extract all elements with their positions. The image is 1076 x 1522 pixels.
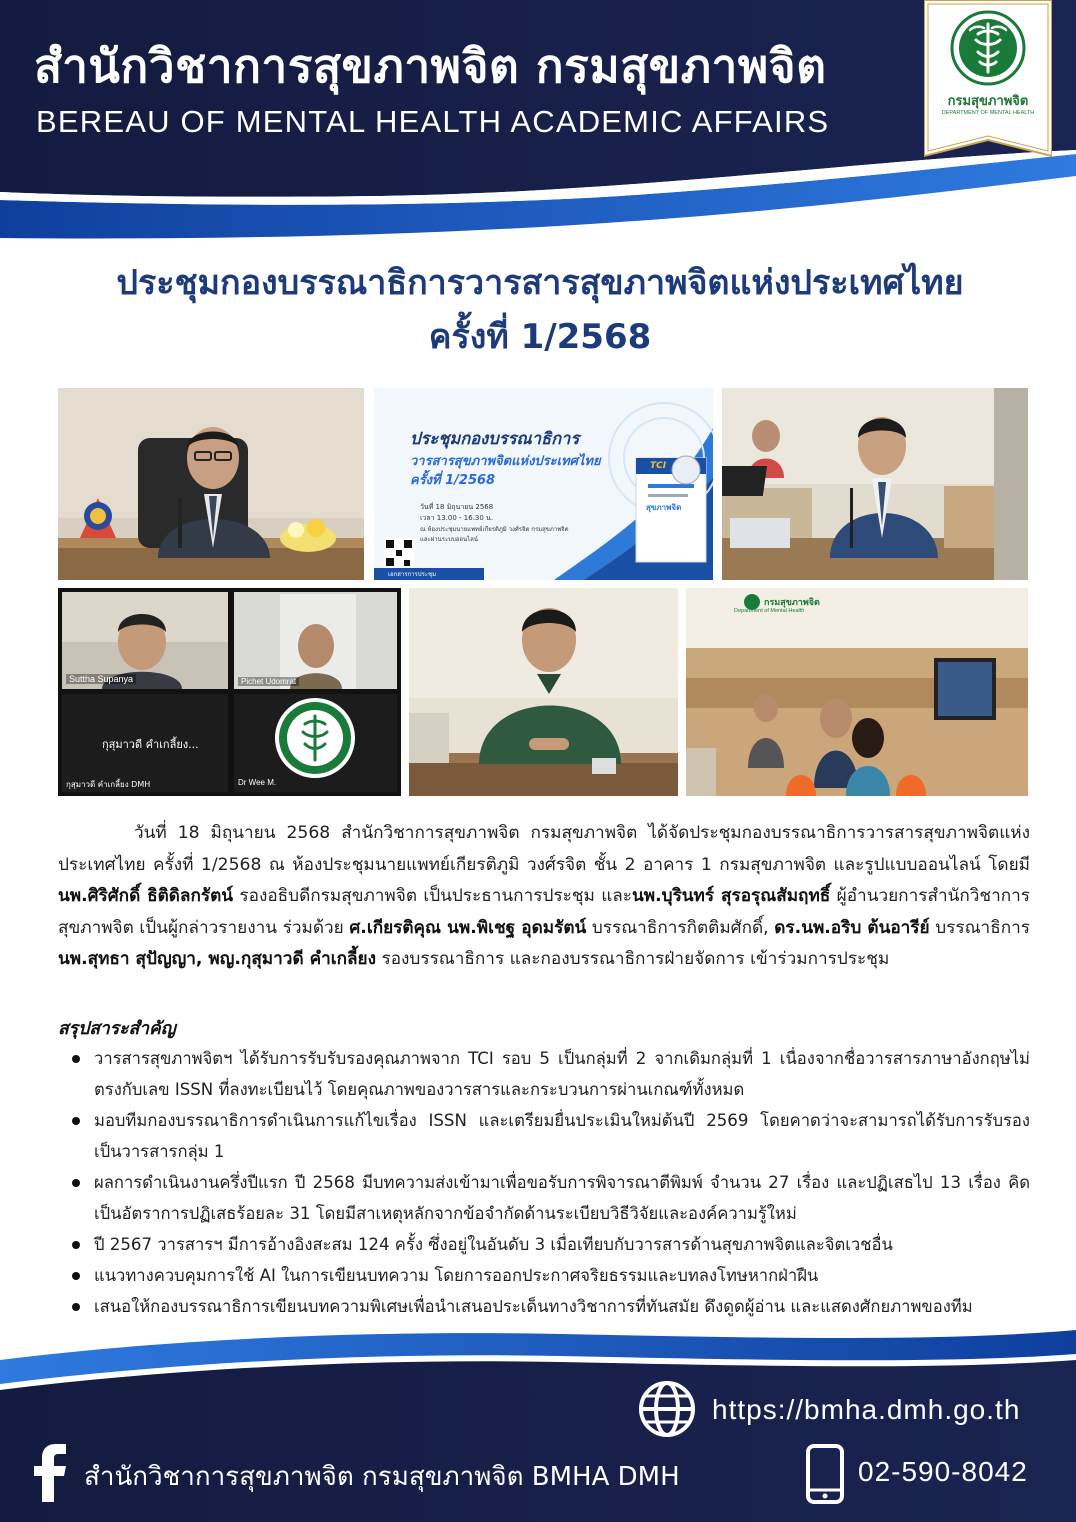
summary-heading: สรุปสาระสำคัญ <box>58 1019 176 1039</box>
body-text-3: ผู้อำนวยการสำนักวิชาการสุขภาพจิต เป็นผู้กล่าวรายงาน ร่วมด้วย <box>58 886 1031 938</box>
deputy-editor-names: นพ.สุทธา สุปัญญา, พญ.กุสุมาวดี คำเกลี้ยง <box>58 949 377 970</box>
chairman-name: นพ.ศิริศักดิ์ ธิติดิลกรัตน์ <box>58 886 234 907</box>
header-title-english: BEREAU OF MENTAL HEALTH ACADEMIC AFFAIRS <box>36 104 830 139</box>
photo-meeting-room <box>686 588 1028 796</box>
title-line-2: ครั้งที่ 1/2568 <box>428 317 652 357</box>
summary-item: ผลการดำเนินงานครึ่งปีแรก ปี 2568 มีบทความส่งเข้ามาเพื่อขอรับการพิจารณาตีพิมพ์ จำนวน 27 เรื่อง และปฏิเสธไป 13 เรื่อง คิดเป็นอัตราการปฏิเสธร้อยละ 31 โดยมีสาเหตุหลักจากข้อจำกัดด้านระเบียบวิธีวิจัยและองค์ความรู้ใหม่ <box>58 1167 1030 1229</box>
summary-item: วารสารสุขภาพจิตฯ ได้รับการรับรับรองคุณภาพจาก TCI รอบ 5 เป็นกลุ่มที่ 2 จากเดิมกลุ่มที่ 1 เนื่องจากชื่อวารสารภาษาอังกฤษไม่ตรงกับเลข ISSN ที่ลงทะเบียนไว้ โดยคุณภาพของวารสารและกระบวนการผ่านเกณฑ์ทั้งหมด <box>58 1043 1030 1105</box>
poster-tci-badge: TCI <box>650 461 667 471</box>
facebook-icon <box>32 1444 68 1502</box>
document-title <box>40 256 1040 364</box>
summary-list <box>58 1043 1030 1322</box>
zoom-name-4: Dr Wee M. <box>238 778 277 787</box>
photo-chairman <box>58 388 364 580</box>
photo-director <box>722 388 1028 580</box>
summary-item: มอบทีมกองบรรณาธิการดำเนินการแก้ไขเรื่อง ISSN และเตรียมยื่นประเมินใหม่ต้นปี 2569 โดยคาดว่าจะสามารถได้รับการรับรองเป็นวารสารกลุ่ม 1 <box>58 1105 1030 1167</box>
honorary-editor-name: ศ.เกียรติคุณ นพ.พิเชฐ อุดมรัตน์ <box>349 917 587 938</box>
poster-subtitle: วารสารสุขภาพจิตแห่งประเทศไทย <box>410 454 601 469</box>
body-text-1: วันที่ 18 มิถุนายน 2568 สำนักวิชาการสุขภาพจิต กรมสุขภาพจิต ได้จัดประชุมกองบรรณาธิการวารสารสุขภาพจิตแห่งประเทศไทย ครั้งที่ 1/2568 ณ ห้องประชุมนายแพทย์เกียรติภูมิ วงศ์รจิต ชั้น 2 อาคาร 1 กรมสุขภาพจิต และรูปแบบออนไลน์ โดยมี <box>58 823 1030 875</box>
department-logo <box>924 0 1052 160</box>
globe-icon <box>638 1380 696 1438</box>
zoom-name-3: กุสุมาวดี คำเกลี้ยง DMH <box>66 780 151 789</box>
phone-number[interactable]: 02-590-8042 <box>858 1456 1028 1487</box>
poster-journal-cover: สุขภาพจิต <box>646 503 682 512</box>
body-paragraph <box>58 818 1030 976</box>
body-text-2: รองอธิบดีกรมสุขภาพจิต เป็นประธานการประชุม และ <box>233 886 633 907</box>
poster-online: และผ่านระบบออนไลน์ <box>420 536 478 543</box>
page-footer <box>0 1320 1076 1522</box>
header-title-thai: สำนักวิชาการสุขภาพจิต กรมสุขภาพจิต <box>34 39 827 93</box>
summary-item: แนวทางควบคุมการใช้ AI ในการเขียนบทความ โดยการออกประกาศจริยธรรมและบทลงโทษหากฝ่าฝืน <box>58 1260 1030 1291</box>
facebook-page-name[interactable]: สำนักวิชาการสุขภาพจิต กรมสุขภาพจิต BMHA DMH <box>84 1462 680 1492</box>
phone-icon <box>806 1444 844 1504</box>
poster-title: ประชุมกองบรรณาธิการ <box>410 429 580 448</box>
logo-subtitle: DEPARTMENT OF MENTAL HEALTH <box>941 110 1035 116</box>
website-link[interactable]: https://bmha.dmh.go.th <box>712 1394 1021 1425</box>
body-text-4: บรรณาธิการกิตติมศักดิ์, <box>586 917 775 938</box>
body-text-5: บรรณาธิการ <box>929 917 1030 938</box>
zoom-name-3-center: กุสุมาวดี คำเกลี้ยง... <box>102 738 199 751</box>
poster-footer: เอกสารการประชุม <box>388 571 437 578</box>
zoom-name-1: Suttha Supanya <box>66 674 136 684</box>
logo-badge-shape <box>924 0 1052 160</box>
room-sign-english: Department of Mental Health <box>734 608 805 614</box>
photo-participant <box>409 588 678 796</box>
poster-session: ครั้งที่ 1/2568 <box>410 473 496 488</box>
body-text-6: รองบรรณาธิการ และกองบรรณาธิการฝ่ายจัดการ เข้าร่วมการประชุม <box>376 949 890 970</box>
director-name: นพ.บุรินทร์ สุรอรุณสัมฤทธิ์ <box>632 886 831 907</box>
logo-name: กรมสุขภาพจิต <box>947 94 1029 109</box>
photo-online-participants <box>58 588 401 796</box>
summary-item: ปี 2567 วารสารฯ มีการอ้างอิงสะสม 124 ครั้ง ซึ่งอยู่ในอันดับ 3 เมื่อเทียบกับวารสารด้านสุขภาพจิตและจิตเวชอื่น <box>58 1229 1030 1260</box>
poster-place: ณ ห้องประชุมนายแพทย์เกียรติภูมิ วงศ์รจิต กรมสุขภาพจิต <box>420 526 569 533</box>
poster-time: เวลา 13.00 - 16.30 น. <box>420 514 494 522</box>
summary-item: เสนอให้กองบรรณาธิการเขียนบทความพิเศษเพื่อนำเสนอประเด็นทางวิชาการที่ทันสมัย ดึงดูดผู้อ่าน และแสดงศักยภาพของทีม <box>58 1291 1030 1322</box>
poster-date: วันที่ 18 มิถุนายน 2568 <box>420 503 494 511</box>
photo-meeting-poster <box>374 388 713 580</box>
title-line-1: ประชุมกองบรรณาธิการวารสารสุขภาพจิตแห่งประเทศไทย <box>116 263 964 303</box>
editor-name: ดร.นพ.อริบ ต้นอารีย์ <box>774 917 930 938</box>
zoom-name-2: Pichet Udomrat <box>238 677 299 686</box>
page-header <box>0 0 1076 245</box>
room-sign-thai: กรมสุขภาพจิต <box>764 598 820 608</box>
